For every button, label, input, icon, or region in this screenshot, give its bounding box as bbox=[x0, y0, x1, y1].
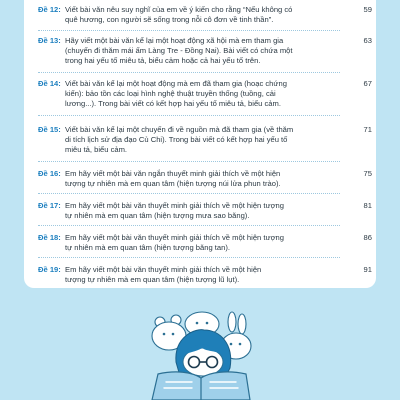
page-number: 75 bbox=[363, 169, 372, 178]
entry-label: Đề 14: bbox=[38, 79, 61, 88]
entry-label: Đề 18: bbox=[38, 233, 61, 242]
entry-text bbox=[65, 265, 333, 285]
page-number: 63 bbox=[363, 36, 372, 45]
entry-line: kiến): bảo tồn các loại hình nghệ thuật truyền thống (tuồng, cải bbox=[65, 89, 276, 99]
entry-line: tự nhiên mà em quan tâm (hiện tượng băng tan). bbox=[65, 243, 231, 253]
entry-text bbox=[65, 125, 333, 156]
entry-line: trong hai yếu tố miêu tả, biểu cảm hoặc cả hai yếu tố trên. bbox=[65, 56, 261, 66]
entry-line: lương...). Trong bài viết có kết hợp hai yếu tố miêu tả, biểu cảm. bbox=[65, 99, 281, 109]
divider bbox=[38, 115, 340, 116]
page-number: 67 bbox=[363, 79, 372, 88]
page-number: 81 bbox=[363, 201, 372, 210]
entry-line: Hãy viết một bài văn kể lại một hoạt động xã hội mà em tham gia bbox=[65, 36, 284, 45]
entry-line: (chuyến đi thăm mái ấm Làng Tre - Đồng Nai). Bài viết có chứa một bbox=[65, 46, 293, 56]
divider bbox=[38, 193, 340, 194]
entry-text bbox=[65, 36, 333, 67]
entry-text bbox=[65, 5, 333, 25]
entry-line: Em hãy viết một bài văn thuyết minh giải thích về một hiện bbox=[65, 265, 262, 274]
entry-text bbox=[65, 79, 333, 110]
entry-line: Viết bài văn kể lại một hoạt động mà em đã tham gia (hoạc chứng bbox=[65, 79, 287, 88]
entry-line: Em hãy viết một bài văn ngắn thuyết minh giải thích về một hiện bbox=[65, 169, 281, 178]
entry-label: Đề 15: bbox=[38, 125, 61, 134]
entry-line: Viết bài văn kể lại một chuyến đi về nguồn mà đã tham gia (về thăm bbox=[65, 125, 294, 134]
divider bbox=[38, 161, 340, 162]
entry-text bbox=[65, 233, 333, 253]
entry-line: miêu tả, biểu cảm. bbox=[65, 145, 128, 155]
entry-text bbox=[65, 169, 333, 189]
entry-line: quê hương, con người sẽ sống trong nỗi cô đơn về tinh thần”. bbox=[65, 15, 274, 25]
entry-line: tượng tự nhiên mà em quan tâm (hiện tượng lũ lụt). bbox=[65, 275, 240, 285]
girl-reading-book-with-animals-icon bbox=[136, 302, 266, 400]
page-number: 59 bbox=[363, 5, 372, 14]
page-number: 86 bbox=[363, 233, 372, 242]
entry-line: Em hãy viết một bài văn thuyết minh giải thích về một hiện tượng bbox=[65, 201, 284, 210]
entry-line: tự nhiên mà em quan tâm (hiện tượng mưa sao băng). bbox=[65, 211, 250, 221]
entry-label: Đề 19: bbox=[38, 265, 61, 274]
entry-label: Đề 13: bbox=[38, 36, 61, 45]
divider bbox=[38, 30, 340, 31]
page-number: 71 bbox=[363, 125, 372, 134]
entry-line: tượng tự nhiên mà em quan tâm (hiện tượng núi lửa phun trào). bbox=[65, 179, 281, 189]
page-number: 91 bbox=[363, 265, 372, 274]
entry-line: Viết bài văn nêu suy nghĩ của em về ý kiến cho rằng “Nếu không có bbox=[65, 5, 293, 14]
entry-label: Đề 17: bbox=[38, 201, 61, 210]
entry-line: di tích lịch sử địa đạo Củ Chi). Trong bài viết có kết hợp hai yếu tố bbox=[65, 135, 288, 145]
divider bbox=[38, 257, 340, 258]
divider bbox=[38, 225, 340, 226]
divider bbox=[38, 72, 340, 73]
entry-label: Đề 12: bbox=[38, 5, 61, 14]
entry-line: Em hãy viết một bài văn thuyết minh giải thích về một hiện tượng bbox=[65, 233, 284, 242]
entry-text bbox=[65, 201, 333, 221]
entry-label: Đề 16: bbox=[38, 169, 61, 178]
